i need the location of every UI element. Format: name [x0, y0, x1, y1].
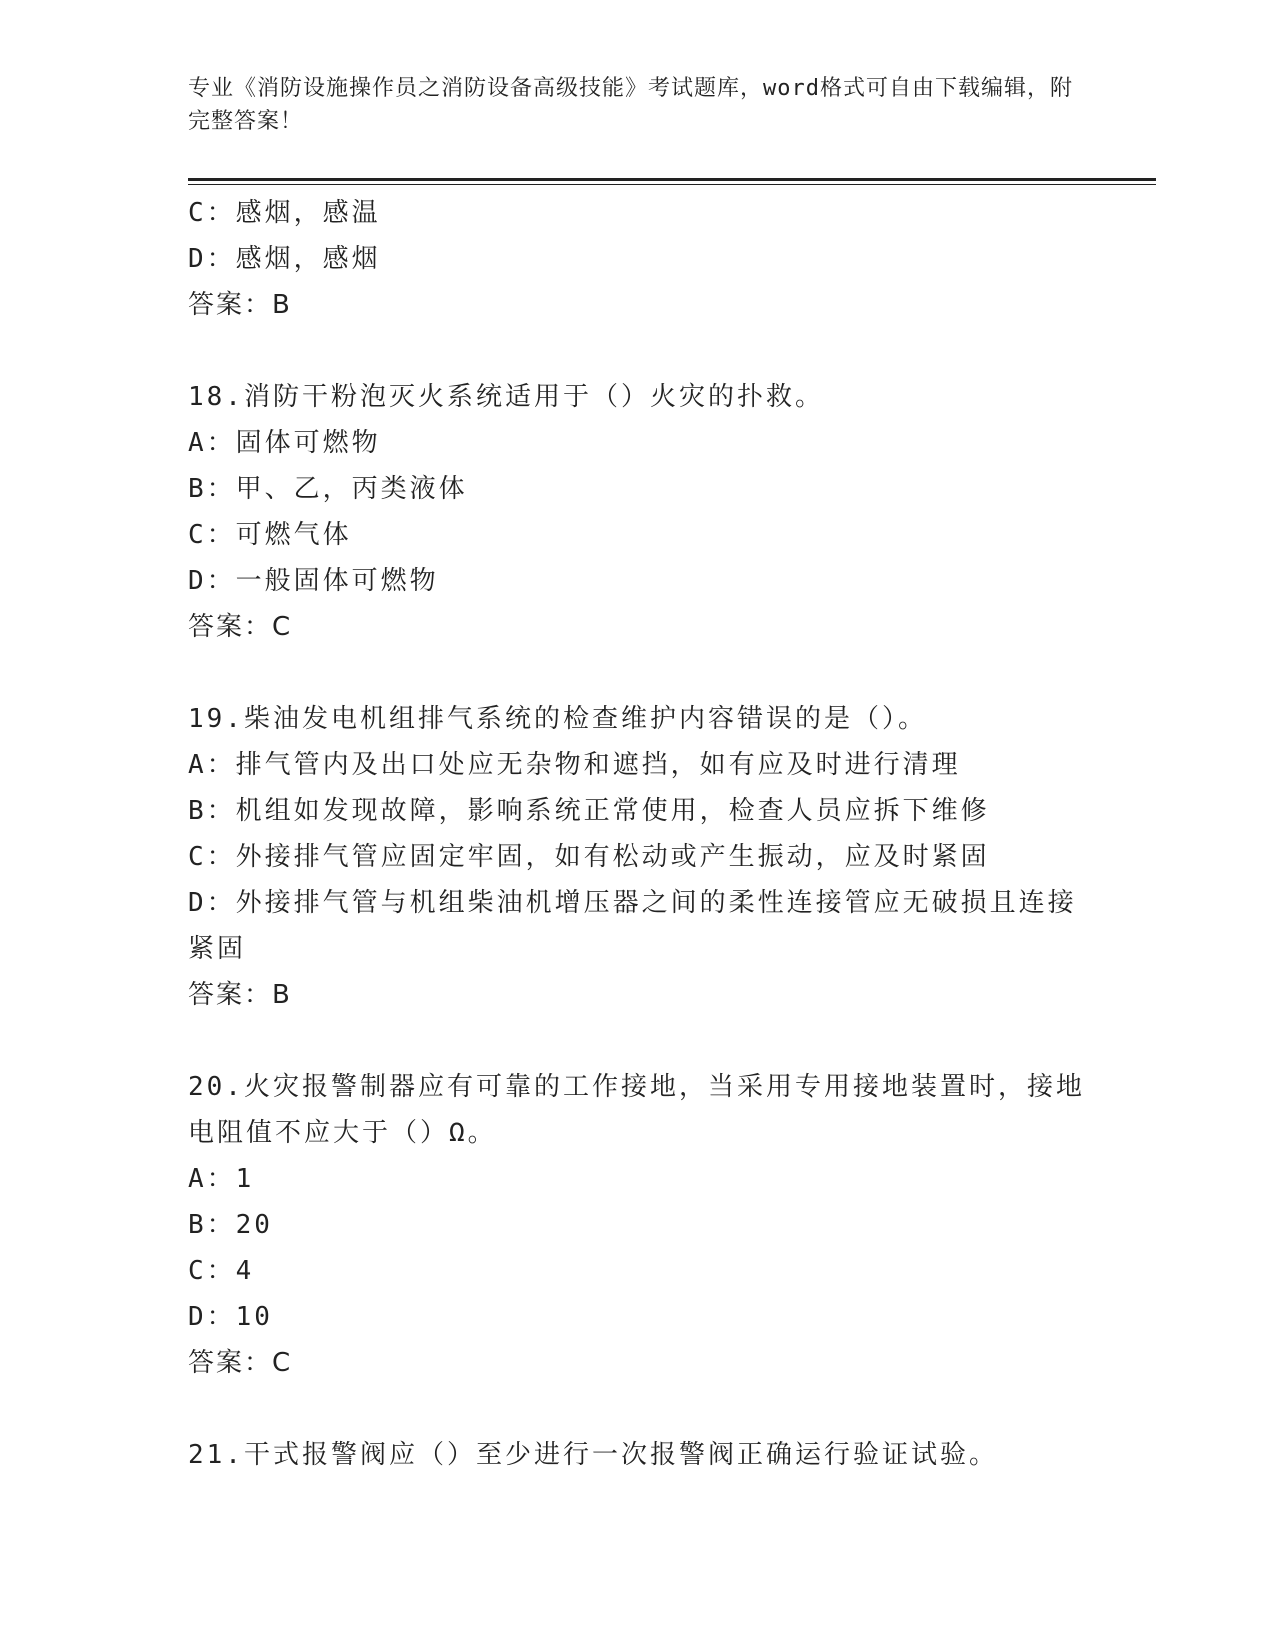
option-c: C：4 [188, 1256, 255, 1286]
spacer [188, 650, 1088, 696]
question-stem: 21.干式报警阀应（）至少进行一次报警阀正确运行验证试验。 [188, 1440, 998, 1470]
question-stem: 19.柴油发电机组排气系统的检查维护内容错误的是（）。 [188, 704, 927, 734]
question-content [188, 190, 1088, 1478]
question-19 [188, 696, 1088, 1018]
option-a: A：排气管内及出口处应无杂物和遮挡，如有应及时进行清理 [188, 750, 961, 780]
question-stem: 20.火灾报警制器应有可靠的工作接地，当采用专用接地装置时，接地电阻值不应大于（）Ω。 [188, 1072, 1085, 1148]
answer-line: 答案：C [188, 1348, 293, 1378]
option-b: B：甲、乙，丙类液体 [188, 474, 468, 504]
answer-line: 答案：C [188, 612, 293, 642]
question-20 [188, 1064, 1088, 1386]
option-b: B：20 [188, 1210, 273, 1240]
question-21 [188, 1432, 1088, 1478]
option-d: D：一般固体可燃物 [188, 566, 439, 596]
option-d: D：感烟，感烟 [188, 244, 381, 274]
question-17-partial [188, 190, 1088, 328]
answer-line: 答案：B [188, 290, 292, 320]
spacer [188, 1386, 1088, 1432]
spacer [188, 1018, 1088, 1064]
option-c: C：感烟，感温 [188, 198, 381, 228]
option-b: B：机组如发现故障，影响系统正常使用，检查人员应拆下维修 [188, 796, 990, 826]
option-c: C：可燃气体 [188, 520, 352, 550]
option-a: A：1 [188, 1164, 255, 1194]
option-c: C：外接排气管应固定牢固，如有松动或产生振动，应及时紧固 [188, 842, 990, 872]
header-rule-thin [188, 184, 1156, 185]
option-d: D：外接排气管与机组柴油机增压器之间的柔性连接管应无破损且连接紧固 [188, 888, 1077, 964]
question-stem: 18.消防干粉泡灭火系统适用于（）火灾的扑救。 [188, 382, 824, 412]
question-18 [188, 374, 1088, 650]
option-d: D：10 [188, 1302, 273, 1332]
option-a: A：固体可燃物 [188, 428, 381, 458]
spacer [188, 328, 1088, 374]
header-rule-thick [188, 178, 1156, 181]
answer-line: 答案：B [188, 980, 292, 1010]
document-header: 专业《消防设施操作员之消防设备高级技能》考试题库，word格式可自由下载编辑，附完整答案！ [188, 76, 1073, 134]
